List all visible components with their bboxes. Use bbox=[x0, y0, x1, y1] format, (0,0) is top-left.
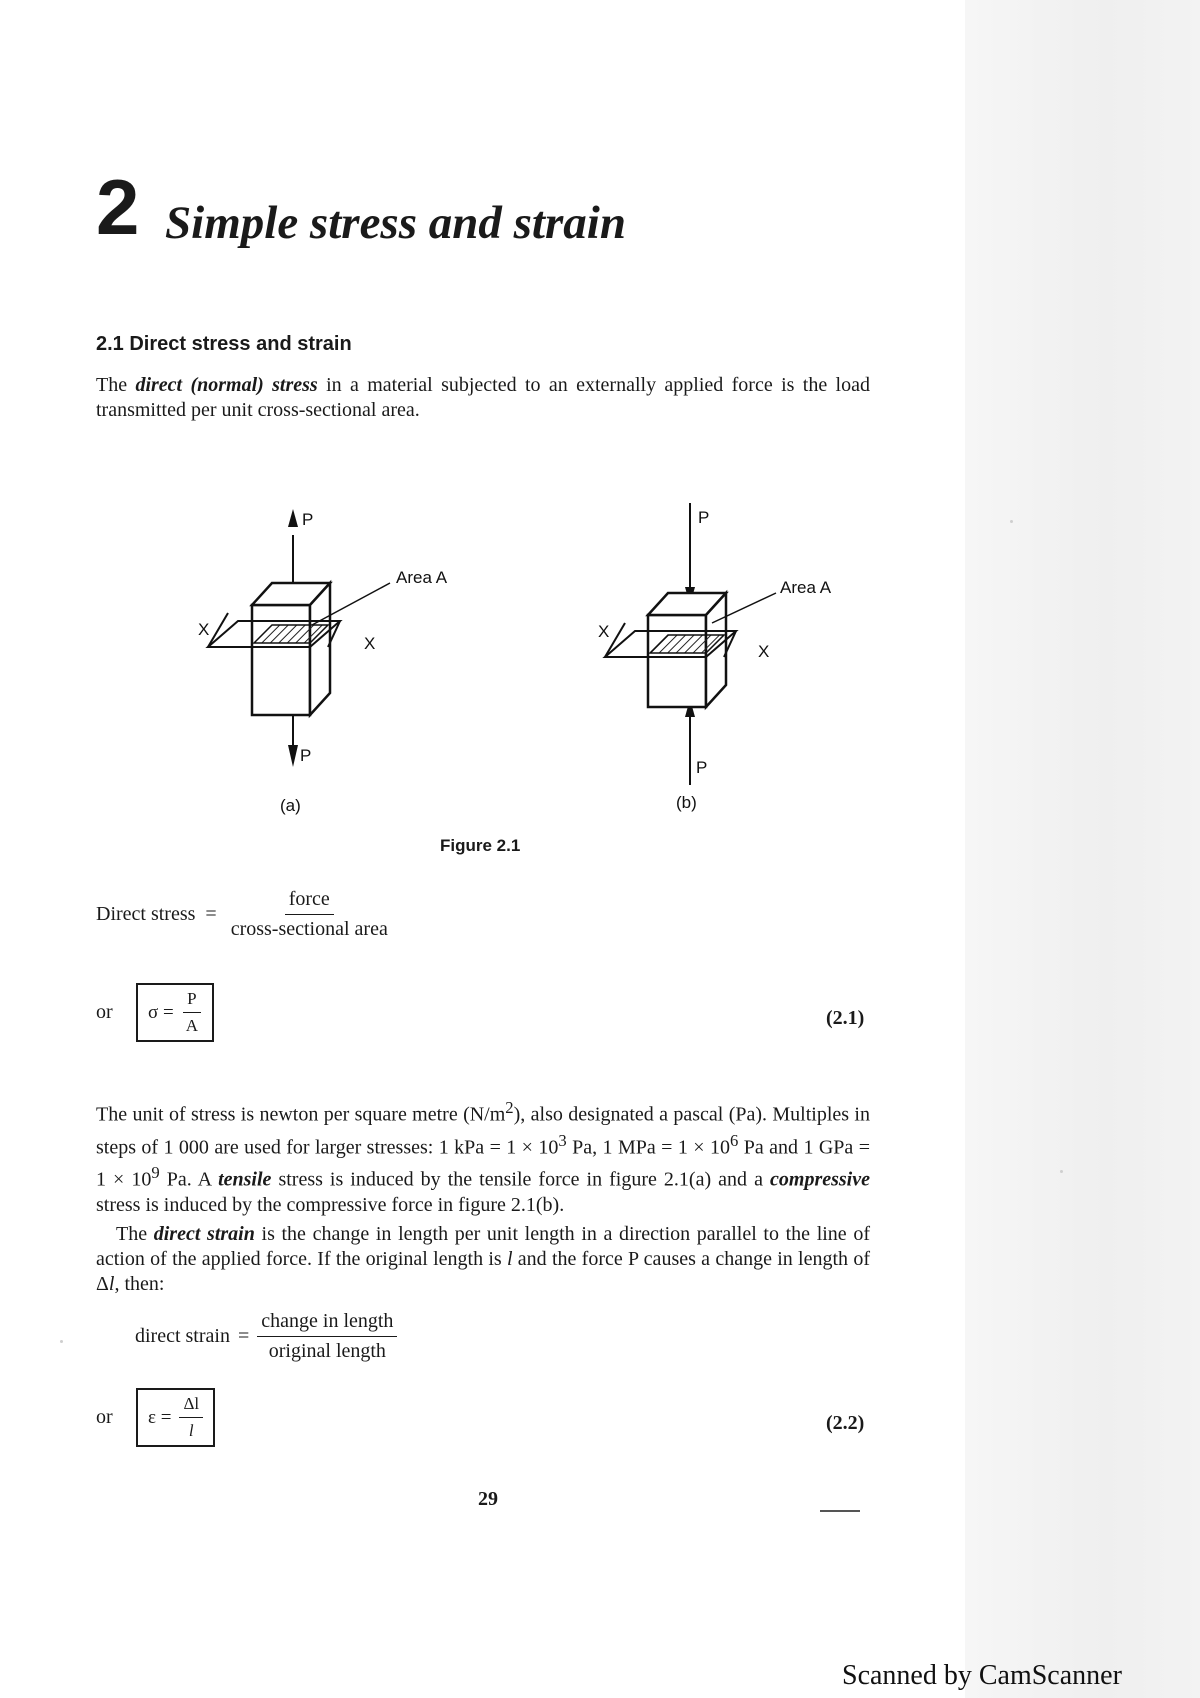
equation-fraction bbox=[179, 1394, 203, 1441]
label-force-bottom: P bbox=[696, 758, 708, 777]
scan-speck bbox=[1060, 1170, 1063, 1173]
equation-lhs: direct strain bbox=[135, 1325, 230, 1347]
text: The bbox=[116, 1223, 154, 1245]
fraction-denominator: l bbox=[188, 1421, 194, 1440]
fraction-numerator: P bbox=[183, 989, 200, 1013]
text: Pa and 1 GPa = 1 × 10 bbox=[96, 1136, 870, 1191]
symbol-l: l bbox=[506, 1248, 513, 1270]
equation-fraction bbox=[257, 1310, 397, 1363]
arrow-down-icon bbox=[288, 745, 298, 767]
chapter-number: 2 bbox=[96, 163, 138, 251]
symbol-l: l bbox=[108, 1273, 115, 1295]
intro-text-1: The bbox=[96, 374, 136, 396]
equation-2-2 bbox=[96, 1388, 215, 1447]
equation-2-1 bbox=[96, 983, 214, 1042]
figure-panel-b bbox=[598, 503, 832, 812]
term-compressive: compressive bbox=[770, 1168, 870, 1191]
text: stress is induced by the tensile force in figure 2.1(a) and a bbox=[271, 1168, 771, 1191]
equation-number: (2.2) bbox=[826, 1412, 865, 1434]
figure-panel-a bbox=[198, 509, 448, 815]
figure-2-1 bbox=[180, 495, 860, 825]
text: , then: bbox=[114, 1273, 165, 1295]
boxed-equation bbox=[136, 1388, 215, 1447]
equation-fraction bbox=[182, 989, 202, 1036]
units-paragraph bbox=[96, 1095, 870, 1218]
boxed-equation bbox=[136, 983, 214, 1042]
label-force-bottom: P bbox=[300, 746, 312, 765]
scan-speck bbox=[1010, 520, 1013, 523]
scan-speck bbox=[60, 1340, 63, 1343]
equation-fraction bbox=[227, 888, 392, 941]
term-direct-stress: direct (normal) stress bbox=[135, 374, 318, 396]
superscript: 9 bbox=[151, 1163, 160, 1183]
section-heading: 2.1 Direct stress and strain bbox=[96, 333, 352, 355]
equation-symbol: ε = bbox=[148, 1406, 172, 1428]
term-tensile: tensile bbox=[218, 1168, 272, 1191]
bar-side-face bbox=[310, 583, 330, 715]
page-number: 29 bbox=[478, 1488, 498, 1510]
label-axis-right: X bbox=[364, 634, 376, 653]
equation-operator: = bbox=[205, 903, 217, 925]
term-direct-strain: direct strain bbox=[153, 1223, 255, 1245]
fraction-numerator: force bbox=[285, 888, 334, 915]
equation-prefix: or bbox=[96, 1001, 113, 1023]
scan-mark bbox=[820, 1510, 860, 1512]
equation-lhs: Direct stress bbox=[96, 903, 196, 925]
label-axis-left: X bbox=[598, 622, 610, 641]
fraction-denominator: original length bbox=[268, 1340, 386, 1362]
intro-text-2: in a material subjected to an externally applied force is the load transmitted per unit cross-sectional area. bbox=[96, 374, 870, 421]
text: is the change in length per unit length in a direction parallel to the line of action of the applied force. If the original length is bbox=[96, 1223, 871, 1270]
equation-direct-strain bbox=[135, 1310, 397, 1363]
scan-edge-shade bbox=[965, 0, 1200, 1698]
equation-symbol: σ = bbox=[148, 1001, 174, 1023]
text: Pa, 1 MPa = 1 × 10 bbox=[566, 1136, 730, 1159]
superscript: 2 bbox=[505, 1098, 514, 1117]
label-area: Area A bbox=[396, 568, 448, 587]
superscript: 6 bbox=[729, 1130, 739, 1150]
text: The unit of stress is newton per square metre (N/m bbox=[96, 1103, 506, 1126]
intro-paragraph bbox=[96, 373, 870, 423]
text: and the force P causes a change in length of Δ bbox=[96, 1248, 870, 1295]
equation-operator: = bbox=[237, 1325, 250, 1347]
fraction-numerator: change in length bbox=[257, 1310, 397, 1337]
label-axis-right: X bbox=[758, 642, 770, 661]
text: Pa. A bbox=[159, 1168, 219, 1191]
camscanner-watermark: Scanned by CamScanner bbox=[842, 1660, 1122, 1691]
fraction-denominator: A bbox=[185, 1016, 198, 1035]
figure-caption: Figure 2.1 bbox=[440, 836, 521, 855]
text: ), also designated a pascal (Pa). Multiples in steps of 1 000 are used for larger stresses: 1 kPa = 1 × 10 bbox=[96, 1103, 870, 1159]
equation-direct-stress bbox=[96, 888, 392, 941]
text: stress is induced by the compressive force in figure 2.1(b). bbox=[96, 1193, 565, 1216]
label-force-top: P bbox=[302, 510, 314, 529]
label-panel-a: (a) bbox=[280, 796, 301, 815]
label-area: Area A bbox=[780, 578, 832, 597]
label-force-top: P bbox=[698, 508, 710, 527]
fraction-numerator: Δl bbox=[179, 1394, 203, 1418]
arrow-up-icon bbox=[288, 509, 298, 527]
label-axis-left: X bbox=[198, 620, 210, 639]
axis-line-left bbox=[208, 613, 228, 647]
label-panel-b: (b) bbox=[676, 793, 697, 812]
superscript: 3 bbox=[558, 1130, 567, 1150]
equation-number: (2.1) bbox=[826, 1007, 865, 1029]
equation-prefix: or bbox=[96, 1406, 113, 1428]
bar-front-face bbox=[648, 615, 706, 707]
fraction-denominator: cross-sectional area bbox=[230, 918, 388, 940]
strain-paragraph bbox=[96, 1222, 870, 1297]
chapter-title: Simple stress and strain bbox=[165, 197, 626, 249]
